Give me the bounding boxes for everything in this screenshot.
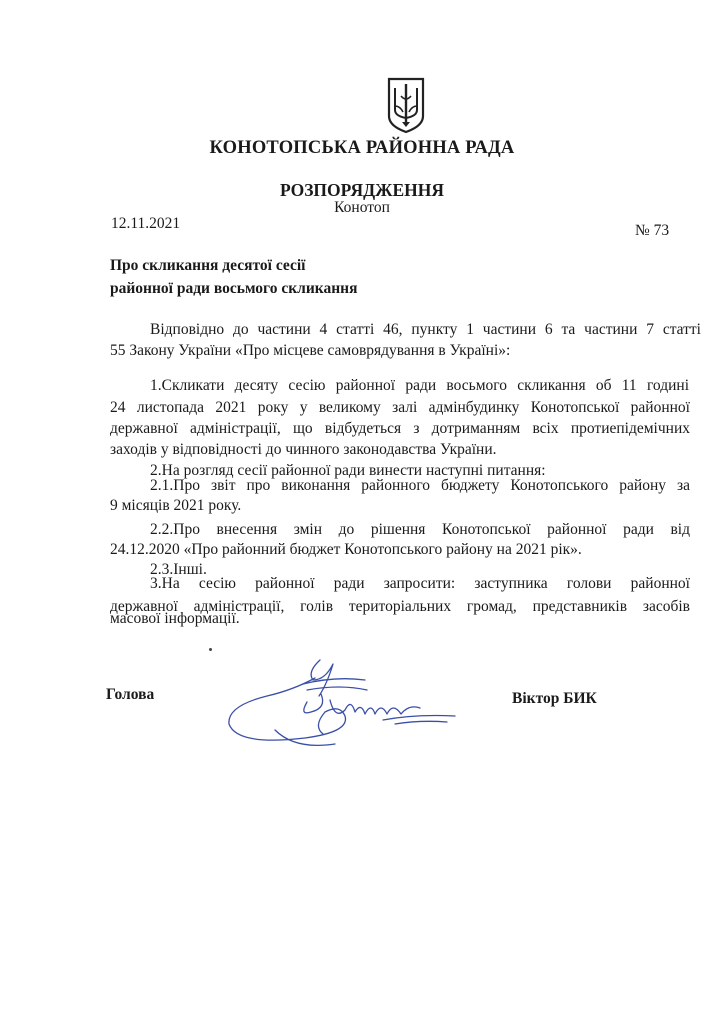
signatory-name: Віктор БИК bbox=[512, 690, 597, 707]
subject-line: Про скликання десятої сесії bbox=[110, 257, 306, 274]
item-1-line: заходів у відповідності до чинного законодавства України. bbox=[110, 441, 497, 458]
coat-of-arms-icon bbox=[386, 76, 426, 134]
organization-title: КОНОТОПСЬКА РАЙОННА РАДА bbox=[209, 138, 515, 158]
item-2-3: 2.3.Інші. bbox=[150, 561, 207, 578]
document-type: РОЗПОРЯДЖЕННЯ bbox=[280, 180, 444, 200]
document-subject bbox=[110, 254, 357, 300]
preamble-line: 55 Закону України «Про місцеве самоврядування в Україні»: bbox=[110, 342, 511, 359]
item-2: 2.На розгляд сесії районної ради винести наступні питання: bbox=[150, 462, 546, 479]
preamble-line: Відповідно до частини 4 статті 46, пункту 1 частини 6 та частини 7 статті bbox=[150, 321, 701, 338]
item-2-1-line: 9 місяців 2021 року. bbox=[110, 497, 242, 514]
item-3-line: державної адміністрації, голів територіальних громад, представників засобів bbox=[110, 598, 690, 615]
item-3-line: масової інформації. bbox=[110, 610, 240, 627]
item-2-2-line: 24.12.2020 «Про районний бюджет Конотопського району на 2021 рік». bbox=[110, 541, 582, 558]
document-date: 12.11.2021 bbox=[111, 215, 181, 232]
city: Конотоп bbox=[334, 199, 390, 216]
item-2-2-line: 2.2.Про внесення змін до рішення Конотопської районної ради від bbox=[150, 521, 690, 538]
signatory-role: Голова bbox=[106, 686, 155, 703]
item-2-1-line: 2.1.Про звіт про виконання районного бюджету Конотопського району за bbox=[150, 477, 690, 494]
subject-line: районної ради восьмого скликання bbox=[110, 280, 358, 297]
handwritten-signature bbox=[215, 650, 465, 762]
item-1-line: 1.Скликати десяту сесію районної ради восьмого скликання об 11 годині bbox=[150, 377, 689, 394]
item-1-line: 24 листопада 2021 року у великому залі адмінбудинку Конотопської районної bbox=[110, 399, 690, 416]
item-1-line: державної адміністрації, що відбудеться з дотриманням всіх протиепідемічних bbox=[110, 420, 690, 437]
ink-dot bbox=[209, 648, 212, 651]
item-3-line: 3.На сесію районної ради запросити: заступника голови районної bbox=[150, 575, 690, 592]
document-number: № 73 bbox=[635, 222, 670, 239]
